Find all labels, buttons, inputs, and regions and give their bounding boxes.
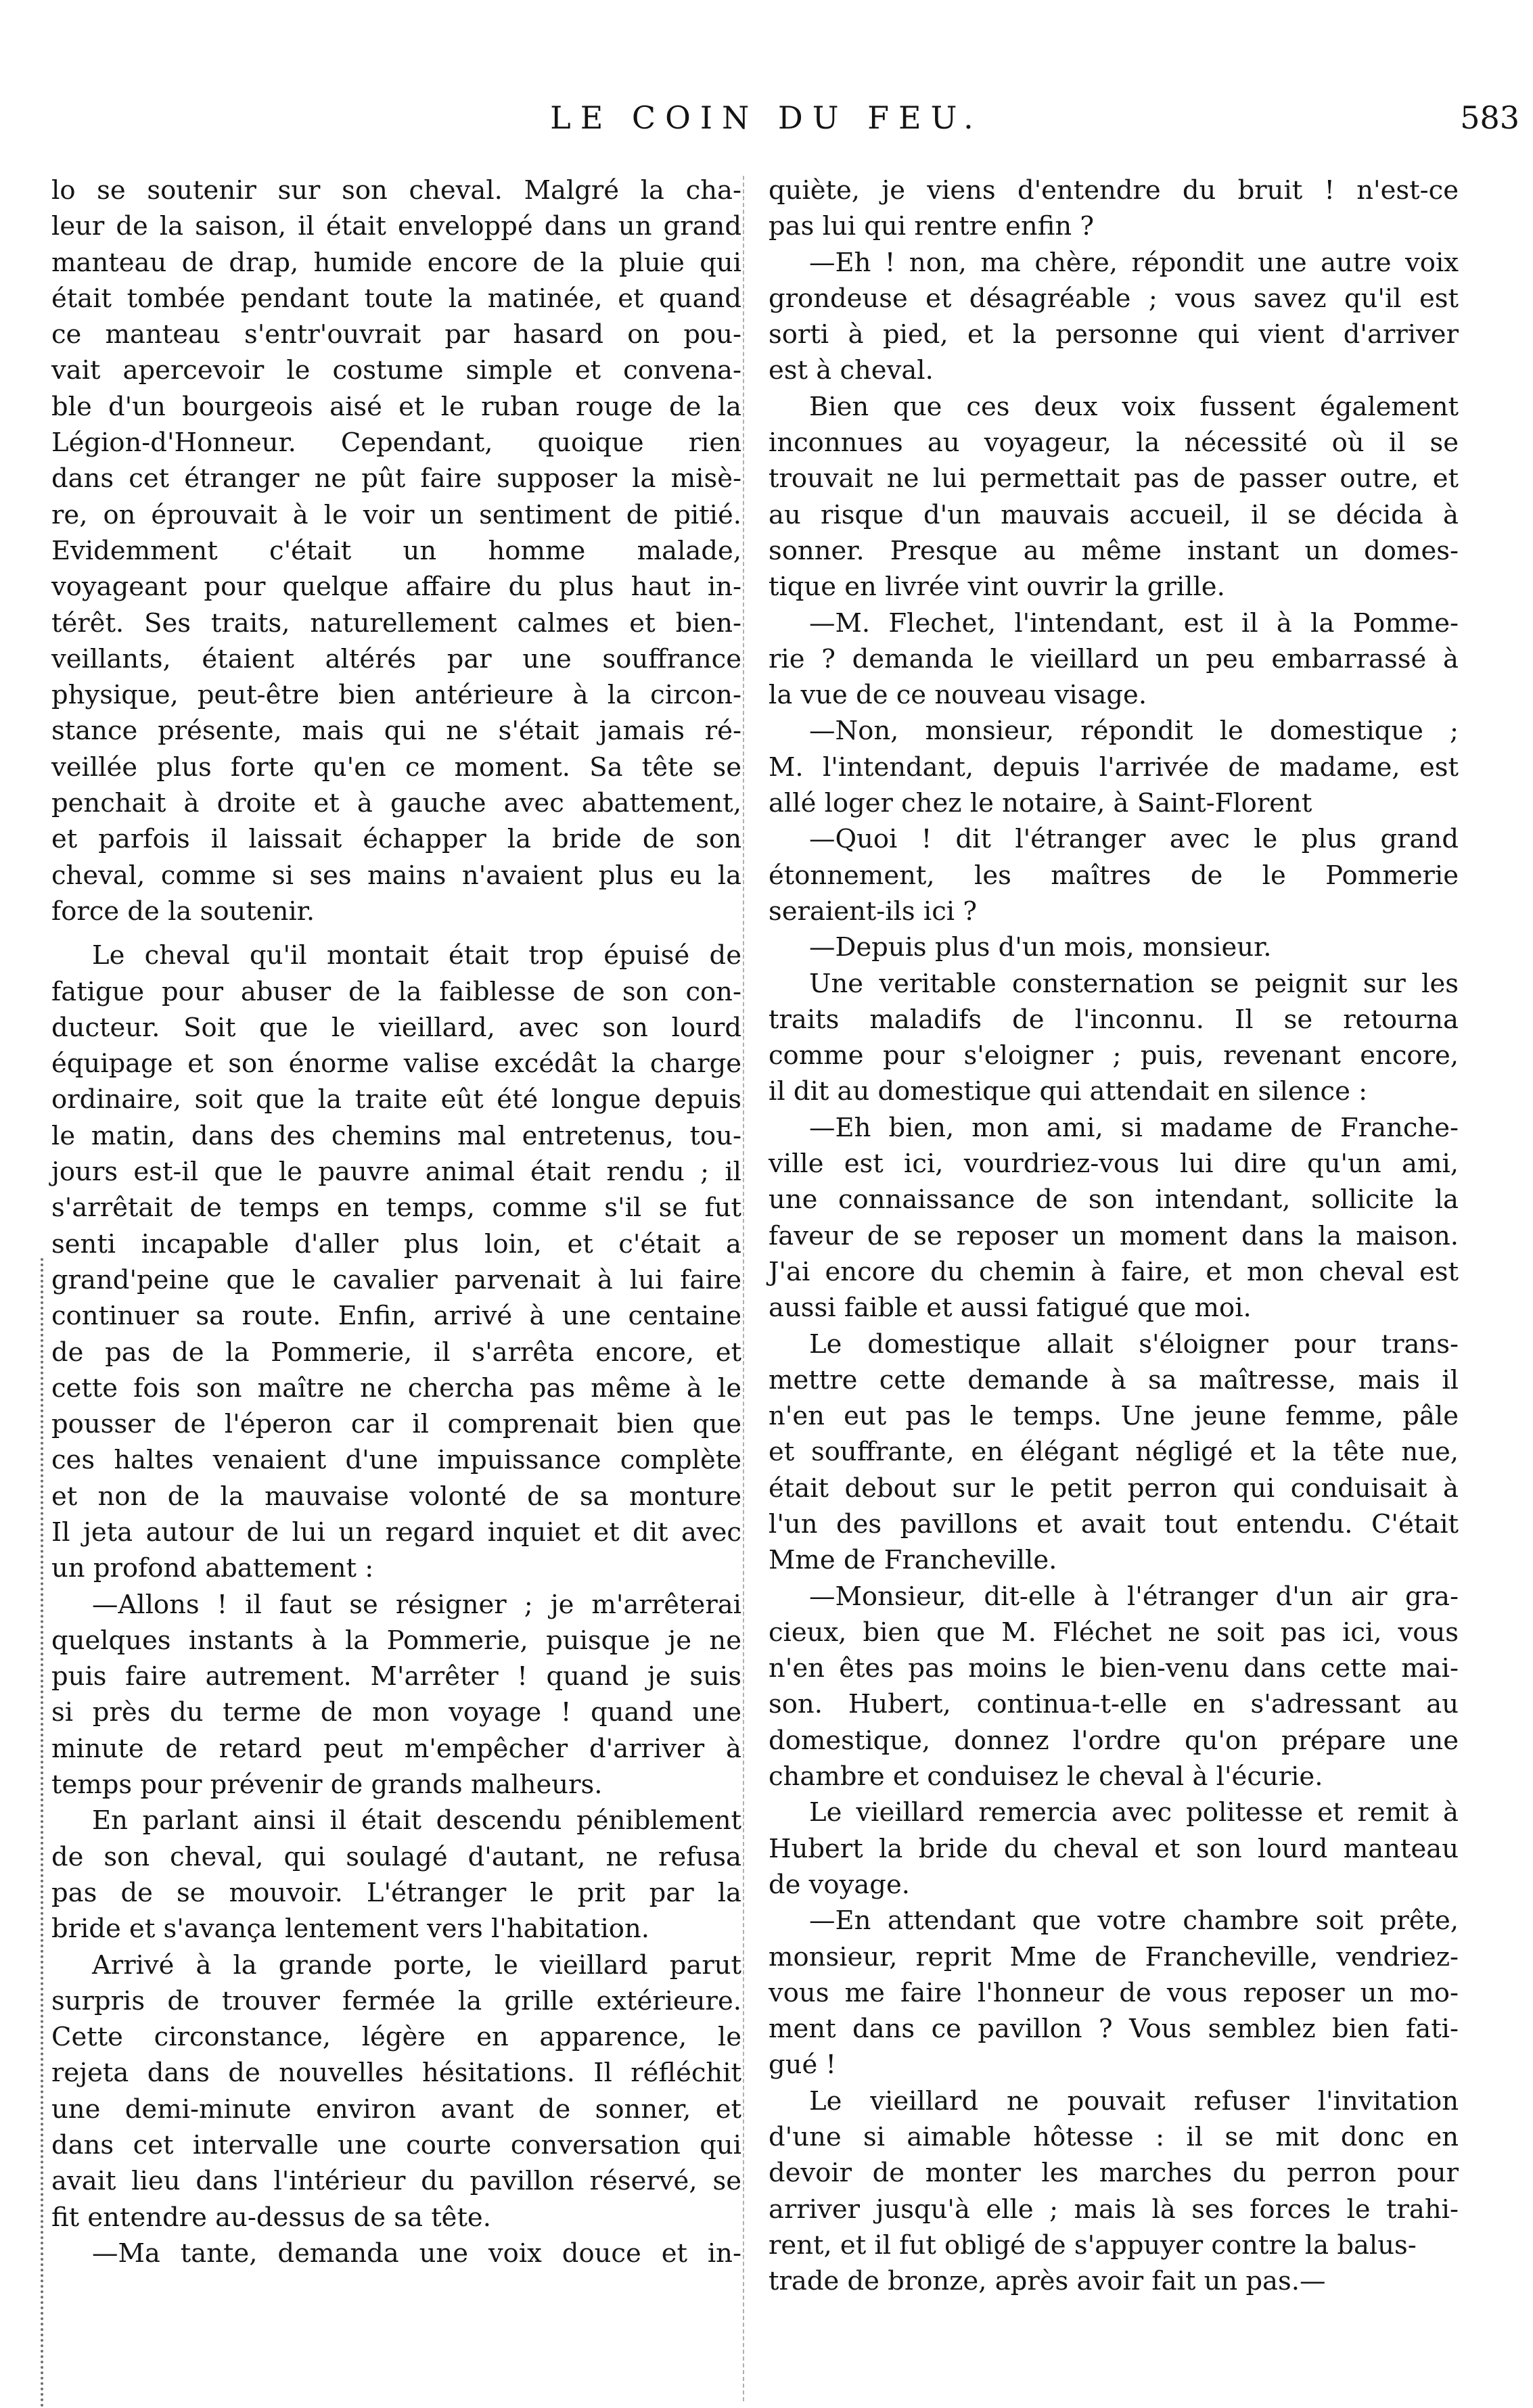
text-line: cette fois son maître ne chercha pas même à le (51, 1372, 741, 1404)
text-line: seraient-ils ici ? (769, 896, 977, 927)
text-line: penchait à droite et à gauche avec abattement, (51, 788, 741, 819)
text-line: ville est ici, vourdriez-vous lui dire qu'un ami, (769, 1149, 1459, 1180)
text-line: —Non, monsieur, répondit le domestique ; (809, 716, 1459, 747)
text-line: n'en êtes pas moins le bien-venu dans cette mai- (769, 1653, 1459, 1684)
text-line: le matin, dans des chemins mal entretenus, tou- (51, 1120, 741, 1151)
text-line: ble d'un bourgeois aisé et le ruban rouge de la (51, 391, 741, 422)
text-line: étonnement, les maîtres de le Pommerie (769, 860, 1459, 891)
text-line: grondeuse et désagréable ; vous savez qu'il est (769, 283, 1459, 314)
text-line: —Allons ! il faut se résigner ; je m'arrêterai (92, 1589, 741, 1620)
text-line: fit entendre au-dessus de sa tête. (51, 2202, 491, 2233)
text-line: leur de la saison, il était enveloppé dans un grand (51, 211, 741, 242)
text-line: monsieur, reprit Mme de Francheville, vendriez- (769, 1941, 1459, 1972)
text-line: trade de bronze, après avoir fait un pas.— (769, 2266, 1326, 2297)
text-line: ment dans ce pavillon ? Vous semblez bien fati- (769, 2014, 1459, 2045)
text-line: temps pour prévenir de grands malheurs. (51, 1769, 603, 1801)
text-line: Arrivé à la grande porte, le vieillard parut (92, 1949, 741, 1981)
text-line: Le cheval qu'il montait était trop épuisé de (92, 940, 741, 971)
text-line: lo se soutenir sur son cheval. Malgré la cha- (51, 175, 741, 206)
text-line: chambre et conduisez le cheval à l'écurie. (769, 1761, 1323, 1792)
page-header (0, 96, 1533, 139)
text-line: et souffrante, en élégant négligé et la tête nue, (769, 1437, 1459, 1468)
text-line: Cette circonstance, légère en apparence, le (51, 2022, 741, 2053)
text-line: de pas de la Pommerie, il s'arrêta encore, et (51, 1337, 741, 1368)
text-line: la vue de ce nouveau visage. (769, 680, 1147, 711)
text-line: térêt. Ses traits, naturellement calmes et bien- (51, 607, 741, 639)
text-line: —M. Flechet, l'intendant, est il à la Pomme- (809, 607, 1459, 639)
text-line: vous me faire l'honneur de vous reposer un mo- (769, 1977, 1459, 2008)
text-line: était debout sur le petit perron qui conduisait à (769, 1473, 1459, 1504)
text-line: stance présente, mais qui ne s'était jamais ré- (51, 716, 741, 747)
margin-mark (41, 1258, 43, 2408)
text-line: ducteur. Soit que le vieillard, avec son lourd (51, 1012, 741, 1043)
text-line: allé loger chez le notaire, à Saint-Florent (769, 788, 1312, 819)
text-line: son. Hubert, continua-t-elle en s'adressant au (769, 1689, 1459, 1720)
text-line: ces haltes venaient d'une impuissance complète (51, 1445, 741, 1476)
text-line: vait apercevoir le costume simple et convena- (51, 355, 741, 386)
running-title: LE COIN DU FEU. (550, 99, 983, 136)
left-column (51, 172, 741, 2271)
text-line: arriver jusqu'à elle ; mais là ses forces le trahi- (769, 2194, 1459, 2225)
text-line: une connaissance de son intendant, sollicite la (769, 1184, 1459, 1215)
page-number: 583 (1460, 99, 1519, 136)
text-line: inconnues au voyageur, la nécessité où il se (769, 427, 1459, 459)
text-line: physique, peut-être bien antérieure à la circon- (51, 680, 741, 711)
text-line: Légion-d'Honneur. Cependant, quoique rien (51, 427, 741, 459)
text-line: d'une si aimable hôtesse : il se mit donc en (769, 2122, 1459, 2153)
text-line: domestique, donnez l'ordre qu'on prépare une (769, 1725, 1459, 1756)
text-line: un profond abattement : (51, 1553, 374, 1584)
text-line: —Ma tante, demanda une voix douce et in- (92, 2238, 741, 2269)
text-line: cieux, bien que M. Fléchet ne soit pas ici, vous (769, 1617, 1459, 1648)
text-line: —Eh ! non, ma chère, répondit une autre voix (809, 247, 1459, 278)
text-line: pousser de l'éperon car il comprenait bien que (51, 1409, 741, 1440)
text-line: de son cheval, qui soulagé d'autant, ne refusa (51, 1841, 741, 1872)
text-line: pas lui qui rentre enfin ? (769, 211, 1095, 242)
text-line: senti incapable d'aller plus loin, et c'était a (51, 1228, 741, 1259)
text-line: En parlant ainsi il était descendu péniblement (92, 1805, 741, 1836)
text-line: l'un des pavillons et avait tout entendu. C'était (769, 1508, 1459, 1539)
text-line: une demi-minute environ avant de sonner, et (51, 2093, 741, 2125)
text-line: faveur de se reposer un moment dans la maison. (769, 1220, 1459, 1251)
text-line: re, on éprouvait à le voir un sentiment de pitié. (51, 499, 741, 530)
text-line: traits maladifs de l'inconnu. Il se retourna (769, 1004, 1459, 1035)
text-line: Le vieillard remercia avec politesse et remit à (809, 1797, 1459, 1828)
text-line: n'en eut pas le temps. Une jeune femme, pâle (769, 1401, 1459, 1432)
text-line: tique en livrée vint ouvrir la grille. (769, 572, 1225, 603)
text-line: ordinaire, soit que la traite eût été longue depuis (51, 1084, 741, 1115)
text-line: cheval, comme si ses mains n'avaient plus eu la (51, 860, 741, 891)
text-line: veillants, étaient altérés par une souffrance (51, 643, 741, 674)
text-line: dans cet étranger ne pût faire supposer la misè- (51, 463, 741, 494)
text-line: était tombée pendant toute la matinée, et quand (51, 283, 741, 314)
text-line: rent, et il fut obligé de s'appuyer contre la balus- (769, 2229, 1417, 2261)
text-line: —Depuis plus d'un mois, monsieur. (809, 932, 1272, 963)
text-line: M. l'intendant, depuis l'arrivée de madame, est (769, 751, 1459, 783)
text-line: continuer sa route. Enfin, arrivé à une centaine (51, 1301, 741, 1332)
text-line: devoir de monter les marches du perron pour (769, 2158, 1459, 2189)
text-line: rie ? demanda le vieillard un peu embarrassé à (769, 643, 1459, 674)
text-line: surpris de trouver fermée la grille extérieure. (51, 1985, 741, 2016)
text-line: puis faire autrement. M'arrêter ! quand je suis (51, 1661, 741, 1692)
text-line: pas de se mouvoir. L'étranger le prit par la (51, 1877, 741, 1908)
text-line: quiète, je viens d'entendre du bruit ! n'est-ce (769, 175, 1459, 206)
text-line: mettre cette demande à sa maîtresse, mais il (769, 1364, 1459, 1395)
text-line: dans cet intervalle une courte conversation qui (51, 2130, 741, 2161)
text-line: manteau de drap, humide encore de la pluie qui (51, 247, 741, 278)
text-line: Le domestique allait s'éloigner pour trans- (809, 1328, 1459, 1360)
text-line: au risque d'un mauvais accueil, il se décida à (769, 499, 1459, 530)
text-line: il dit au domestique qui attendait en silence : (769, 1076, 1368, 1107)
text-line: veillée plus forte qu'en ce moment. Sa tête se (51, 751, 741, 783)
text-line: de voyage. (769, 1869, 910, 1900)
right-column (769, 172, 1459, 2300)
text-line: fatigue pour abuser de la faiblesse de son con- (51, 976, 741, 1007)
text-line: —Monsieur, dit-elle à l'étranger d'un air gra- (809, 1581, 1459, 1612)
text-line: rejeta dans de nouvelles hésitations. Il réfléchit (51, 2058, 741, 2089)
text-line: Bien que ces deux voix fussent également (809, 391, 1459, 422)
text-line: voyageant pour quelque affaire du plus haut in- (51, 572, 741, 603)
text-line: quelques instants à la Pommerie, puisque je ne (51, 1625, 741, 1656)
text-line: minute de retard peut m'empêcher d'arriver à (51, 1733, 741, 1764)
text-line: avait lieu dans l'intérieur du pavillon réservé, se (51, 2166, 741, 2197)
text-line: J'ai encore du chemin à faire, et mon cheval est (769, 1256, 1459, 1287)
text-line: Le vieillard ne pouvait refuser l'invitation (809, 2085, 1459, 2116)
text-line: sorti à pied, et la personne qui vient d'arriver (769, 319, 1459, 350)
text-line: et non de la mauvaise volonté de sa monture (51, 1481, 741, 1512)
column-divider (743, 176, 744, 2401)
text-line: sonner. Presque au même instant un domes- (769, 535, 1459, 566)
text-line: est à cheval. (769, 355, 934, 386)
text-line: force de la soutenir. (51, 896, 315, 927)
text-line: aussi faible et aussi fatigué que moi. (769, 1293, 1252, 1324)
text-line: Mme de Francheville. (769, 1545, 1057, 1576)
text-line: comme pour s'eloigner ; puis, revenant encore, (769, 1040, 1459, 1071)
text-line: Une veritable consternation se peignit sur les (809, 968, 1459, 999)
text-line: Il jeta autour de lui un regard inquiet et dit avec (51, 1516, 741, 1548)
text-line: trouvait ne lui permettait pas de passer outre, et (769, 463, 1459, 494)
text-line: Evidemment c'était un homme malade, (51, 535, 741, 566)
text-line: —Eh bien, mon ami, si madame de Franche- (809, 1112, 1459, 1143)
text-line: bride et s'avança lentement vers l'habitation. (51, 1914, 649, 1945)
text-line: s'arrêtait de temps en temps, comme s'il se fut (51, 1193, 741, 1224)
text-line: grand'peine que le cavalier parvenait à lui faire (51, 1264, 741, 1295)
text-line: jours est-il que le pauvre animal était rendu ; il (51, 1157, 741, 1188)
text-line: ce manteau s'entr'ouvrait par hasard on pou- (51, 319, 741, 350)
text-line: Hubert la bride du cheval et son lourd manteau (769, 1833, 1459, 1864)
text-line: et parfois il laissait échapper la bride de son (51, 824, 741, 855)
text-line: —En attendant que votre chambre soit prête, (809, 1905, 1459, 1937)
text-line: —Quoi ! dit l'étranger avec le plus grand (809, 824, 1459, 855)
text-line: si près du terme de mon voyage ! quand une (51, 1697, 741, 1728)
text-line: équipage et son énorme valise excédât la charge (51, 1048, 741, 1080)
text-line: gué ! (769, 2050, 836, 2081)
